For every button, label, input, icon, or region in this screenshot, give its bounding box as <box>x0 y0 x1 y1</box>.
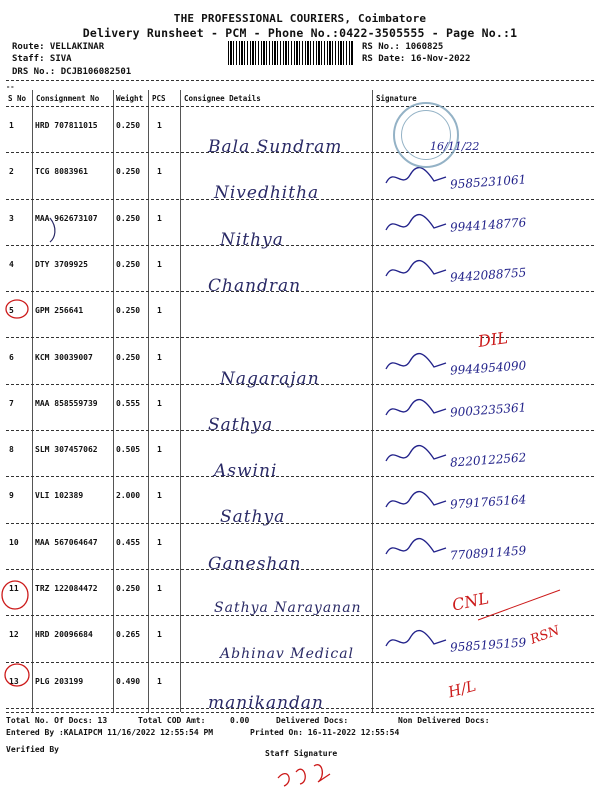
route-label: Route: VELLAKINAR <box>12 42 105 52</box>
row-consignment-no: SLM 307457062 <box>35 445 98 455</box>
divider-mark: -- <box>6 83 15 91</box>
row-consignment-no: DTY 3709925 <box>35 259 88 269</box>
runsheet-subtitle: Delivery Runsheet - PCM - Phone No.:0422-3505555 - Page No.:1 <box>82 26 518 40</box>
rs-number: RS No.: 1060825 <box>362 42 444 52</box>
total-cod-label: Total COD Amt: <box>138 716 206 725</box>
row-sno: 11 <box>9 584 19 593</box>
row-sno: 9 <box>9 491 14 501</box>
row-weight: 0.505 <box>116 445 141 455</box>
row-consignee-handwritten: manikandan <box>208 692 324 713</box>
row-consignment-no: MAA 858559739 <box>35 398 98 408</box>
col-consignee: Consignee Details <box>184 94 261 103</box>
stamp-date: 16/11/22 <box>430 140 480 153</box>
row-weight: 0.250 <box>116 352 141 362</box>
row-consignee-handwritten: Aswini <box>214 461 278 482</box>
row-pcs: 1 <box>157 306 162 316</box>
divider <box>6 712 594 713</box>
row-pcs: 1 <box>157 213 162 223</box>
row-consignee-handwritten: Nagarajan <box>220 368 320 389</box>
row-weight: 0.250 <box>116 167 141 177</box>
row-consignment-no: MAA 567064647 <box>35 537 98 547</box>
row-pcs: 1 <box>157 259 162 269</box>
row-signature-note: 9944954090 <box>449 357 527 378</box>
hl-note: H/L <box>446 676 478 702</box>
row-consignee-handwritten: Sathya <box>220 507 286 528</box>
row-weight: 0.265 <box>116 630 141 640</box>
row-consignment-no: HRD 20096684 <box>35 630 93 640</box>
verified-by: Verified By <box>6 745 59 754</box>
row-consignee-handwritten: Sathya <box>208 414 274 435</box>
row-consignee-handwritten: Nivedhitha <box>214 183 320 204</box>
staff-signature: Staff Signature <box>265 749 338 758</box>
col-signature: Signature <box>376 94 417 103</box>
staff-label: Staff: SIVA <box>12 54 72 64</box>
row-consignment-no: HRD 707811015 <box>35 121 98 130</box>
row-pcs: 1 <box>157 398 162 408</box>
row-pcs: 1 <box>157 676 162 686</box>
company-title: THE PROFESSIONAL COURIERS, Coimbatore <box>173 12 427 25</box>
row-signature-note: 9944148776 <box>449 214 527 235</box>
row-sno: 5 <box>9 306 14 316</box>
row-sno: 1 <box>9 121 14 130</box>
rsn-note: RSN <box>528 623 562 648</box>
delivered-docs: Delivered Docs: <box>276 716 349 725</box>
row-sno: 8 <box>9 445 14 455</box>
row-weight: 0.250 <box>116 121 141 130</box>
row-consignment-no: VLI 102389 <box>35 491 84 501</box>
dl-note: DIL <box>476 328 509 351</box>
row-consignment-no: TCG 8083961 <box>35 167 88 177</box>
row-sno: 10 <box>9 537 19 547</box>
row-sno: 13 <box>9 676 19 686</box>
row-pcs: 1 <box>157 630 162 640</box>
row-sno: 6 <box>9 352 14 362</box>
row-consignment-no: GPM 256641 <box>35 306 84 316</box>
row-sno: 4 <box>9 259 14 269</box>
row-signature-note: 9442088755 <box>449 265 527 285</box>
drs-number: DRS No.: DCJB106082501 <box>12 67 132 77</box>
row-pcs: 1 <box>157 445 162 455</box>
row-signature-note: 9791765164 <box>449 492 527 513</box>
row-pcs: 1 <box>157 491 162 501</box>
row-signature-note: 9003235361 <box>449 400 527 420</box>
row-signature-note: 7708911459 <box>449 543 527 563</box>
col-pcs: PCS <box>152 94 166 103</box>
row-consignee-handwritten: Sathya Narayanan <box>214 600 362 616</box>
row-consignee-handwritten: Chandran <box>208 275 302 296</box>
total-cod-value: 0.00 <box>230 716 250 725</box>
col-weight: Weight <box>116 94 144 103</box>
row-weight: 2.000 <box>116 491 141 501</box>
row-pcs: 1 <box>157 121 162 130</box>
row-weight: 0.250 <box>116 584 141 593</box>
entered-by: Entered By :KALAIPCM 11/16/2022 12:55:54 PM <box>6 728 214 737</box>
row-consignment-no: TRZ 122084472 <box>35 584 98 593</box>
cnl-note: CNL <box>450 588 491 615</box>
row-weight: 0.250 <box>116 213 141 223</box>
row-pcs: 1 <box>157 537 162 547</box>
row-sno: 12 <box>9 630 19 640</box>
row-consignee-handwritten: Abhinav Medical <box>220 646 355 663</box>
col-consignment: Consignment No <box>36 94 100 103</box>
row-consignee-handwritten: Bala Sundram <box>208 137 343 157</box>
col-sno: S No <box>8 94 27 103</box>
row-sno: 3 <box>9 213 14 223</box>
row-weight: 0.250 <box>116 259 141 269</box>
row-pcs: 1 <box>157 352 162 362</box>
row-sno: 2 <box>9 167 14 177</box>
row-consignee-handwritten: Nithya <box>220 229 284 250</box>
row-weight: 0.490 <box>116 676 141 686</box>
row-consignee-handwritten: Ganeshan <box>208 553 302 574</box>
row-signature-note: 9585231061 <box>449 172 527 192</box>
staff-signature-scribble <box>270 752 350 792</box>
row-consignment-no: MAA 962673107 <box>35 213 98 223</box>
total-docs: Total No. Of Docs: 13 <box>6 716 108 725</box>
row-sno: 7 <box>9 398 14 408</box>
row-pcs: 1 <box>157 167 162 177</box>
printed-on: Printed On: 16-11-2022 12:55:54 <box>250 728 400 737</box>
row-signature-note: 9585195159 <box>449 635 527 655</box>
row-consignment-no: KCM 30039007 <box>35 352 93 362</box>
row-weight: 0.250 <box>116 306 141 316</box>
rs-date: RS Date: 16-Nov-2022 <box>362 54 471 64</box>
row-consignment-no: PLG 203199 <box>35 676 84 686</box>
non-delivered-docs: Non Delivered Docs: <box>398 716 490 725</box>
row-weight: 0.455 <box>116 537 141 547</box>
row-weight: 0.555 <box>116 398 141 408</box>
row-pcs: 1 <box>157 584 162 593</box>
row-signature-note: 8220122562 <box>449 450 527 470</box>
